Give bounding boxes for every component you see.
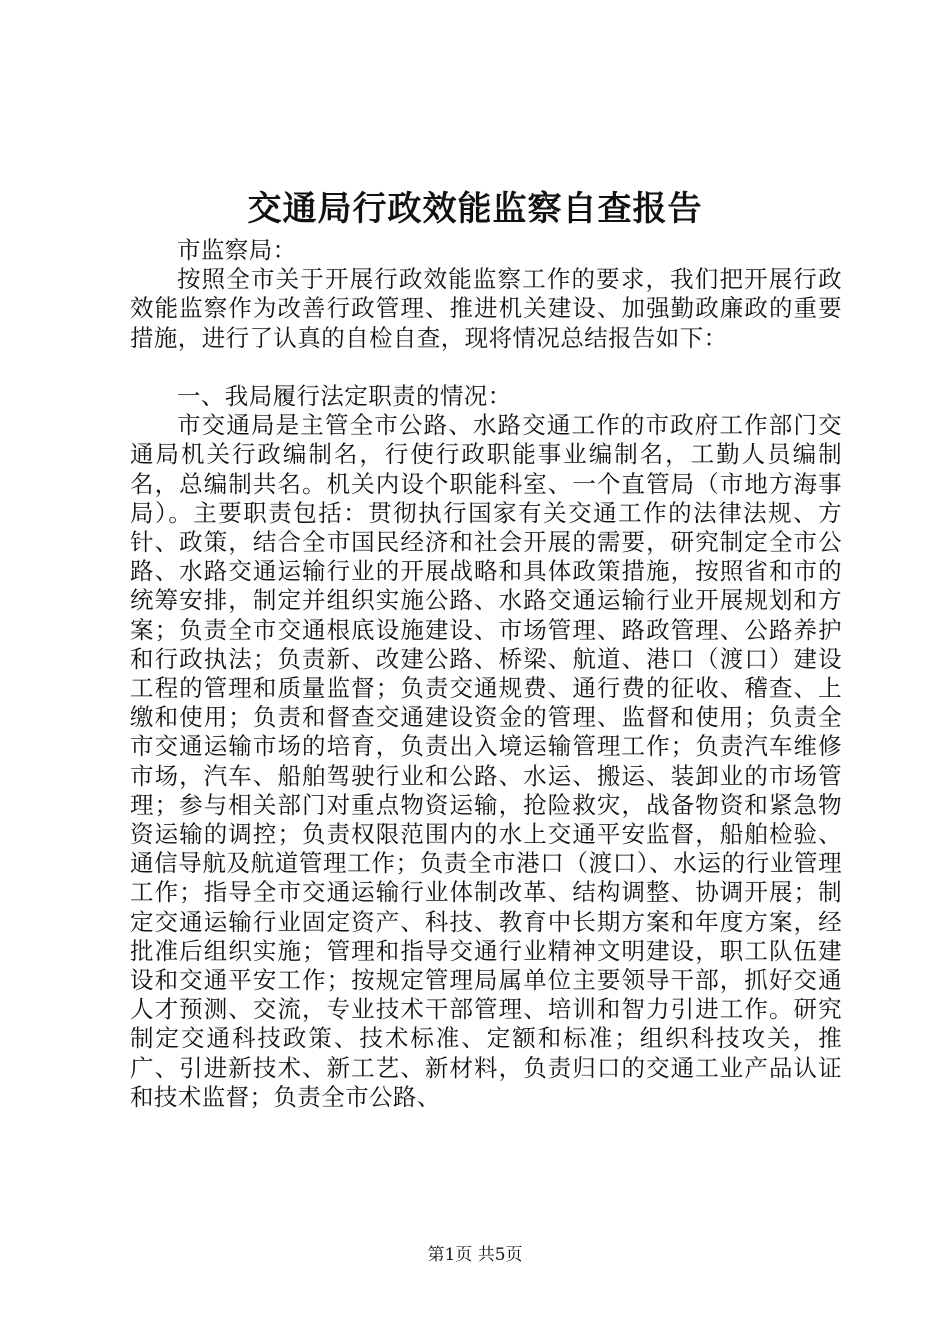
document-title: 交通局行政效能监察自查报告 (247, 189, 703, 229)
paragraph-intro: 按照全市关于开展行政效能监察工作的要求，我们把开展行政效能监察作为改善行政管理、推进机关建设、加强勤政廉政的重要措施，进行了认真的自检自查，现将情况总结报告如下： (130, 265, 842, 352)
salutation: 市监察局： (177, 236, 297, 264)
paragraph-duties: 市交通局是主管全市公路、水路交通工作的市政府工作部门交通局机关行政编制名，行使行政职能事业编制名，工勤人员编制名，总编制共名。机关内设个职能科室、一个直管局（市地方海事局）。主要职责包括：贯彻执行国家有关交通工作的法律法规、方针、政策，结合全市国民经济和社会开展的需要，研究制定全市公路、水路交通运输行业的开展战略和具体政策措施，按照省和市的统筹安排，制定并组织实施公路、水路交通运输行业开展规划和方案；负责全市交通根底设施建设、市场管理、路政管理、公路养护和行政执法；负责新、改建公路、桥梁、航道、港口（渡口）建设工程的管理和质量监督；负责交通规费、通行费的征收、稽查、上缴和使用；负责和督查交通建设资金的管理、监督和使用；负责全市交通运输市场的培育，负责出入境运输管理工作；负责汽车维修市场，汽车、船舶驾驶行业和公路、水运、搬运、装卸业的市场管理；参与相关部门对重点物资运输，抢险救灾，战备物资和紧急物资运输的调控；负责权限范围内的水上交通平安监督，船舶检验、通信导航及航道管理工作；负责全市港口（渡口）、水运的行业管理工作；指导全市交通运输行业体制改革、结构调整、协调开展；制定交通运输行业固定资产、科技、教育中长期方案和年度方案，经批准后组织实施；管理和指导交通行业精神文明建设，职工队伍建设和交通平安工作；按规定管理局属单位主要领导干部，抓好交通人才预测、交流，专业技术干部管理、培训和智力引进工作。研究制定交通科技政策、技术标准、定额和标准；组织科技攻关，推广、引进新技术、新工艺、新材料，负责归口的交通工业产品认证和技术监督；负责全市公路、 (130, 411, 842, 1111)
section-heading: 一、我局履行法定职责的情况： (177, 382, 512, 410)
document-body (130, 236, 842, 1112)
page-footer: 第1页 共5页 (427, 1245, 523, 1265)
